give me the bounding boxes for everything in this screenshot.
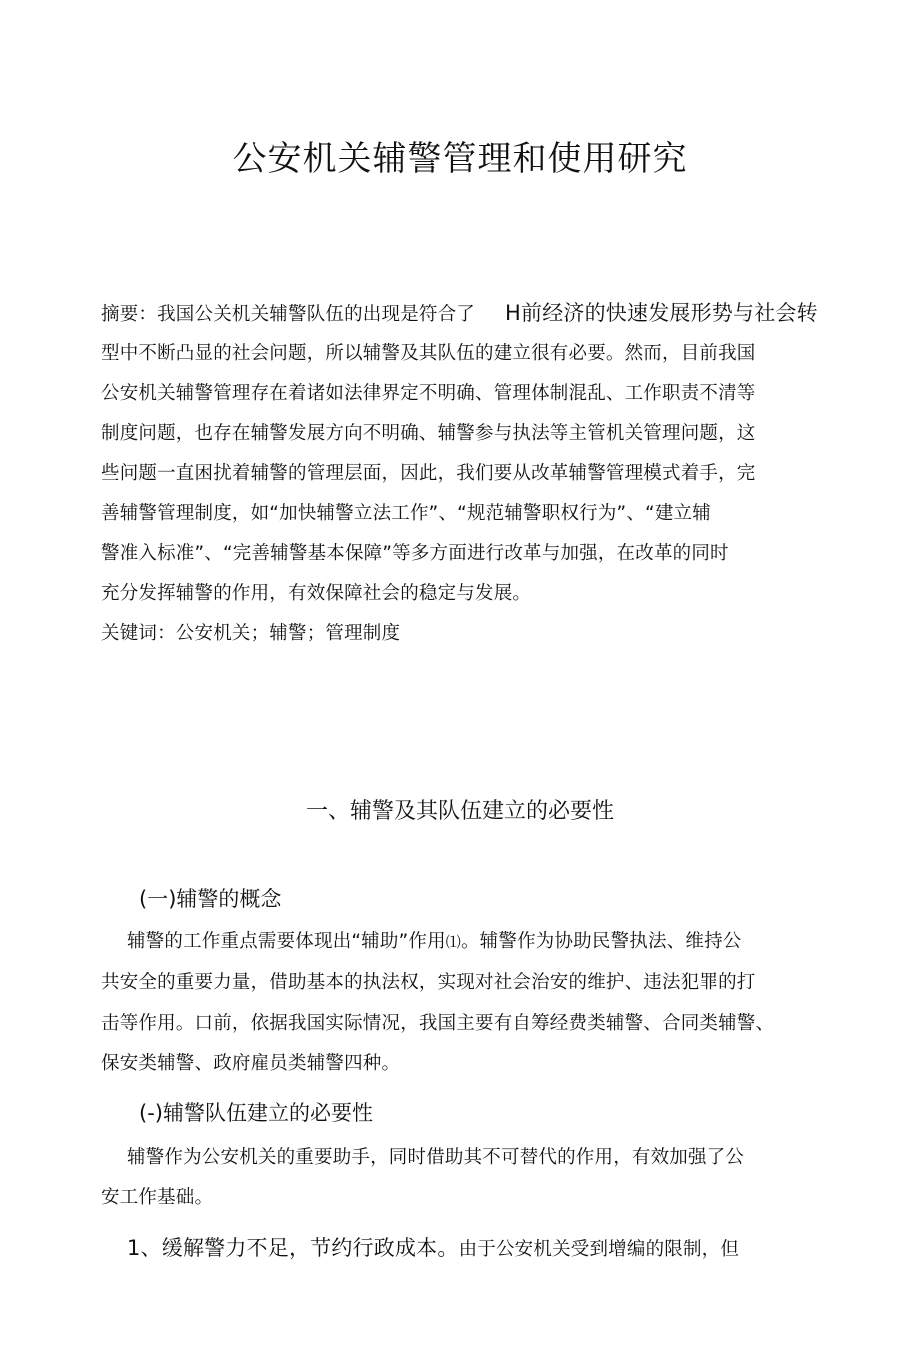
abstract-line-6: 善辅警管理制度，如“加快辅警立法工作”、“规范辅警职权行为”、“建立辅 [101,503,711,524]
subsection-heading-2: (-)辅警队伍建立的必要性 [139,1101,373,1125]
sub1-line-3: 击等作用。口前，依据我国实际情况，我国主要有自筹经费类辅警、合同类辅警、 [101,1013,775,1034]
keywords: 关键词：公安机关；辅警；管理制度 [101,623,401,644]
point-1 [127,1236,739,1262]
sub1-line-2: 共安全的重要力量，借助基本的执法权，实现对社会治安的维护、违法犯罪的打 [101,972,756,993]
abstract-line-5: 些问题一直困扰着辅警的管理层面，因此，我们要从改革辅警管理模式着手，完 [101,463,756,484]
abstract-line-1 [101,301,818,327]
sub2-line-1: 辅警作为公安机关的重要助手，同时借助其不可替代的作用，有效加强了公 [127,1147,745,1168]
abstract-line-8: 充分发挥辅警的作用，有效保障社会的稳定与发展。 [101,583,532,604]
sub1-line-1-b: 。辅警作为协助民警执法、维持公 [460,931,742,952]
sub2-line-2: 安工作基础。 [101,1187,214,1208]
abstract-line-2: 型中不断凸显的社会问题，所以辅警及其队伍的建立很有必要。然而，目前我国 [101,343,756,364]
abstract-line-1-a: 摘要：我国公关机关辅警队伍的出现是符合了 [101,304,476,325]
sub1-line-4: 保安类辅警、政府雇员类辅警四种。 [101,1053,401,1074]
sub1-line-1 [127,930,742,954]
section-heading: 一、辅警及其队伍建立的必要性 [305,799,614,824]
point-1-rest: 由于公安机关受到增编的限制，但 [458,1239,740,1260]
abstract-line-1-b: H前经济的快速发展形势与社会转 [505,301,818,325]
point-1-lead: 1、缓解警力不足，节约行政成本。 [127,1236,459,1260]
document-title: 公安机关辅警管理和使用研究 [232,139,688,179]
abstract-line-7: 警准入标准”、“完善辅警基本保障”等多方面进行改革与加强，在改革的同时 [101,543,729,564]
subsection-heading-1: (一)辅警的概念 [139,887,282,911]
abstract-line-4: 制度问题，也存在辅警发展方向不明确、辅警参与执法等主管机关管理问题，这 [101,423,756,444]
sub1-line-1-a: 辅警的工作重点需要体现出“辅助”作用 [127,931,446,952]
abstract-line-3: 公安机关辅警管理存在着诸如法律界定不明确、管理体制混乱、工作职责不清等 [101,383,756,404]
citation-ref: ⑴ [445,933,461,951]
